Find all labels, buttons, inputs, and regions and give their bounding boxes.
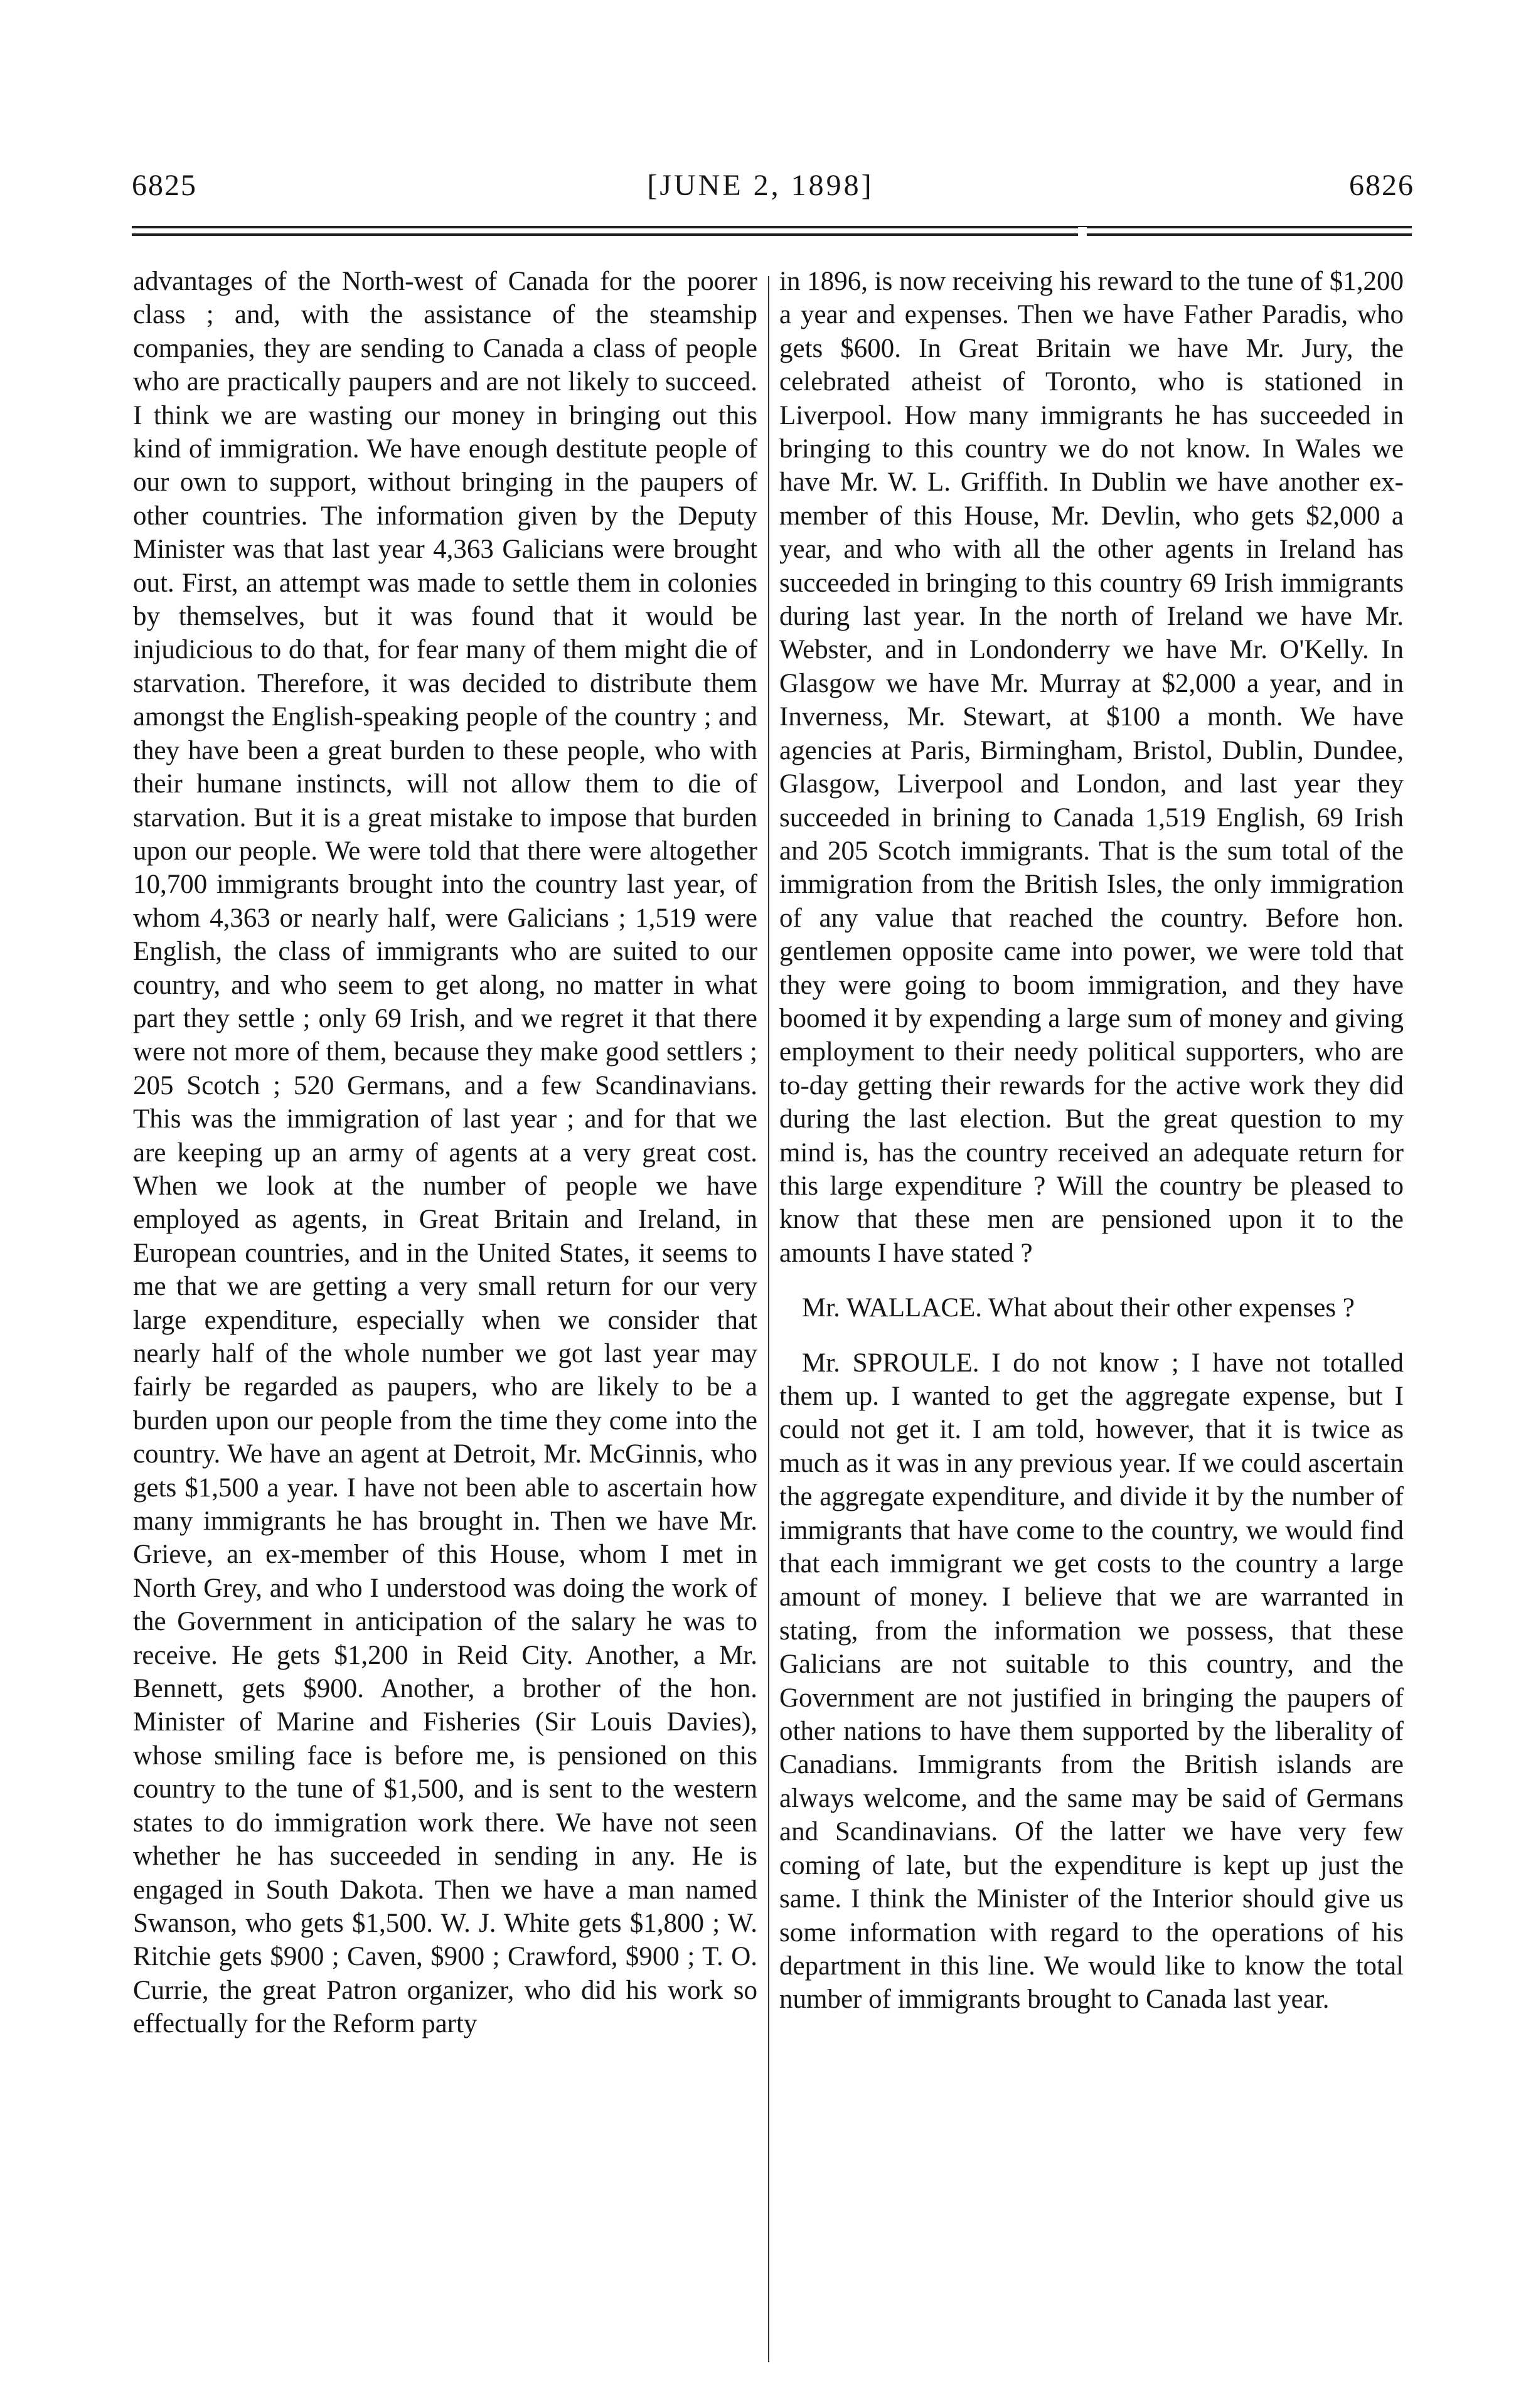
left-column-text: advantages of the North-west of Canada for the poorer class ; and, with the assistance of the steamship companies, they are sending to Canada a class of people who are practically paupers and are not likely to succeed. I think we are wasting our money in bringing out this kind of immigration. We have enough destitute people of our own to support, without bringing in the paupers of other countries. The information given by the Deputy Minister was that last year 4,363 Galicians were brought out. First, an attempt was made to settle them in colonies by themselves, but it was found that it would be injudicious to do that, for fear many of them might die of starvation. Therefore, it was decided to distribute them amongst the English-speaking people of the country ; and they have been a great burden to these people, who with their humane instincts, will not allow them to die of starvation. But it is a great mistake to impose that burden upon our people. We were told that there were altogether 10,700 immigrants brought into the country last year, of whom 4,363 or nearly half, were Galicians ; 1,519 were English, the class of immigrants who are suited to our country, and who seem to get along, no matter in what part they settle ; only 69 Irish, and we regret it that there were not more of them, because they make good settlers ; 205 Scotch ; 520 Germans, and a few Scandinavians. This was the immigration of last year ; and for that we are keeping up an army of agents at a very great cost. When we look at the number of people we have employed as agents, in Great Britain and Ireland, in European countries, and in the United States, it seems to me that we are getting a very small return for our very large expenditure, especially when we consider that nearly half of the whole number we got last year may fairly be regarded as paupers, who are likely to be a burden upon our people from the time they come into the country. We have an agent at Detroit, Mr. McGinnis, who gets $1,500 a year. I have not been able to ascertain how many immigrants he has brought in. Then we have Mr. Grieve, an ex-member of this House, whom I met in North Grey, and who I understood was doing the work of the Government in anticipation of the salary he was to receive. He gets $1,200 in Reid City. Another, a Mr. Bennett, gets $900. Another, a brother of the hon. Minister of Marine and Fisheries (Sir Louis Davies), whose smiling face is before me, is pensioned on this country to the tune of $1,500, and is sent to the western states to do immigration work there. We have not seen whether he has succeeded in sending in any. He is engaged in South Dakota. Then we have a man named Swanson, who gets $1,500. W. J. White gets $1,800 ; W. Ritchie gets $900 ; Caven, $900 ; Crawford, $900 ; T. O. Currie, the great Patron organizer, who did his work so effectually for the Reform party bbox=[133, 267, 757, 2039]
right-paragraph-sproule: Mr. SPROULE. I do not know ; I have not totalled them up. I wanted to get the aggregate expense, but I could not get it. I am told, however, that it is twice as much as it was in any previous year. If we could ascertain the aggregate expenditure, and divide it by the number of immigrants that have come to the country, we would find that each immigrant we get costs to the country a large amount of money. I believe that we are warranted in stating, from the information we possess, that these Galicians are not suitable to this country, and the Government are not justified in bringing the paupers of other nations to have them supported by the liberality of Canadians. Immigrants from the British islands are always welcome, and the same may be said of Germans and Scandinavians. Of the latter we have very few coming of late, but the expenditure is kept up just the same. I think the Minister of the Interior should give us some information with regard to the operations of his department in this line. We would like to know the total number of immigrants brought to Canada last year. bbox=[779, 1348, 1404, 2015]
header-date: [JUNE 2, 1898] bbox=[647, 169, 874, 202]
header-rule-bottom bbox=[132, 233, 1412, 236]
header-rule-break bbox=[1078, 227, 1087, 237]
left-page-number: 6825 bbox=[132, 169, 197, 202]
right-page-number: 6826 bbox=[1349, 169, 1414, 202]
header-rule-top bbox=[132, 226, 1412, 228]
right-column bbox=[779, 265, 1404, 2016]
left-column bbox=[133, 265, 757, 2041]
column-divider bbox=[768, 276, 769, 2362]
right-paragraph-1: in 1896, is now receiving his reward to the tune of $1,200 a year and expenses. Then we have Father Paradis, who gets $600. In Great Britain we have Mr. Jury, the celebrated atheist of Toronto, who is stationed in Liverpool. How many immigrants he has succeeded in bringing to this country we do not know. In Wales we have Mr. W. L. Griffith. In Dublin we have another ex-member of this House, Mr. Devlin, who gets $2,000 a year, and who with all the other agents in Ireland has succeeded in bringing to this country 69 Irish immigrants during last year. In the north of Ireland we have Mr. Webster, and in Londonderry we have Mr. O'Kelly. In Glasgow we have Mr. Murray at $2,000 a year, and in Inverness, Mr. Stewart, at $100 a month. We have agencies at Paris, Birmingham, Bristol, Dublin, Dundee, Glasgow, Liverpool and London, and last year they succeeded in brining to Canada 1,519 English, 69 Irish and 205 Scotch immigrants. That is the sum total of the immigration from the British Isles, the only immigration of any value that reached the country. Before hon. gentlemen opposite came into power, we were told that they were going to boom immigration, and they have boomed it by expending a large sum of money and giving employment to their needy political supporters, who are to-day getting their rewards for the active work they did during the last election. But the great question to my mind is, has the country received an adequate return for this large expenditure ? Will the country be pleased to know that these men are pensioned upon it to the amounts I have stated ? bbox=[779, 267, 1404, 1268]
right-paragraph-wallace: Mr. WALLACE. What about their other expenses ? bbox=[802, 1293, 1355, 1323]
page-header bbox=[0, 168, 1521, 218]
